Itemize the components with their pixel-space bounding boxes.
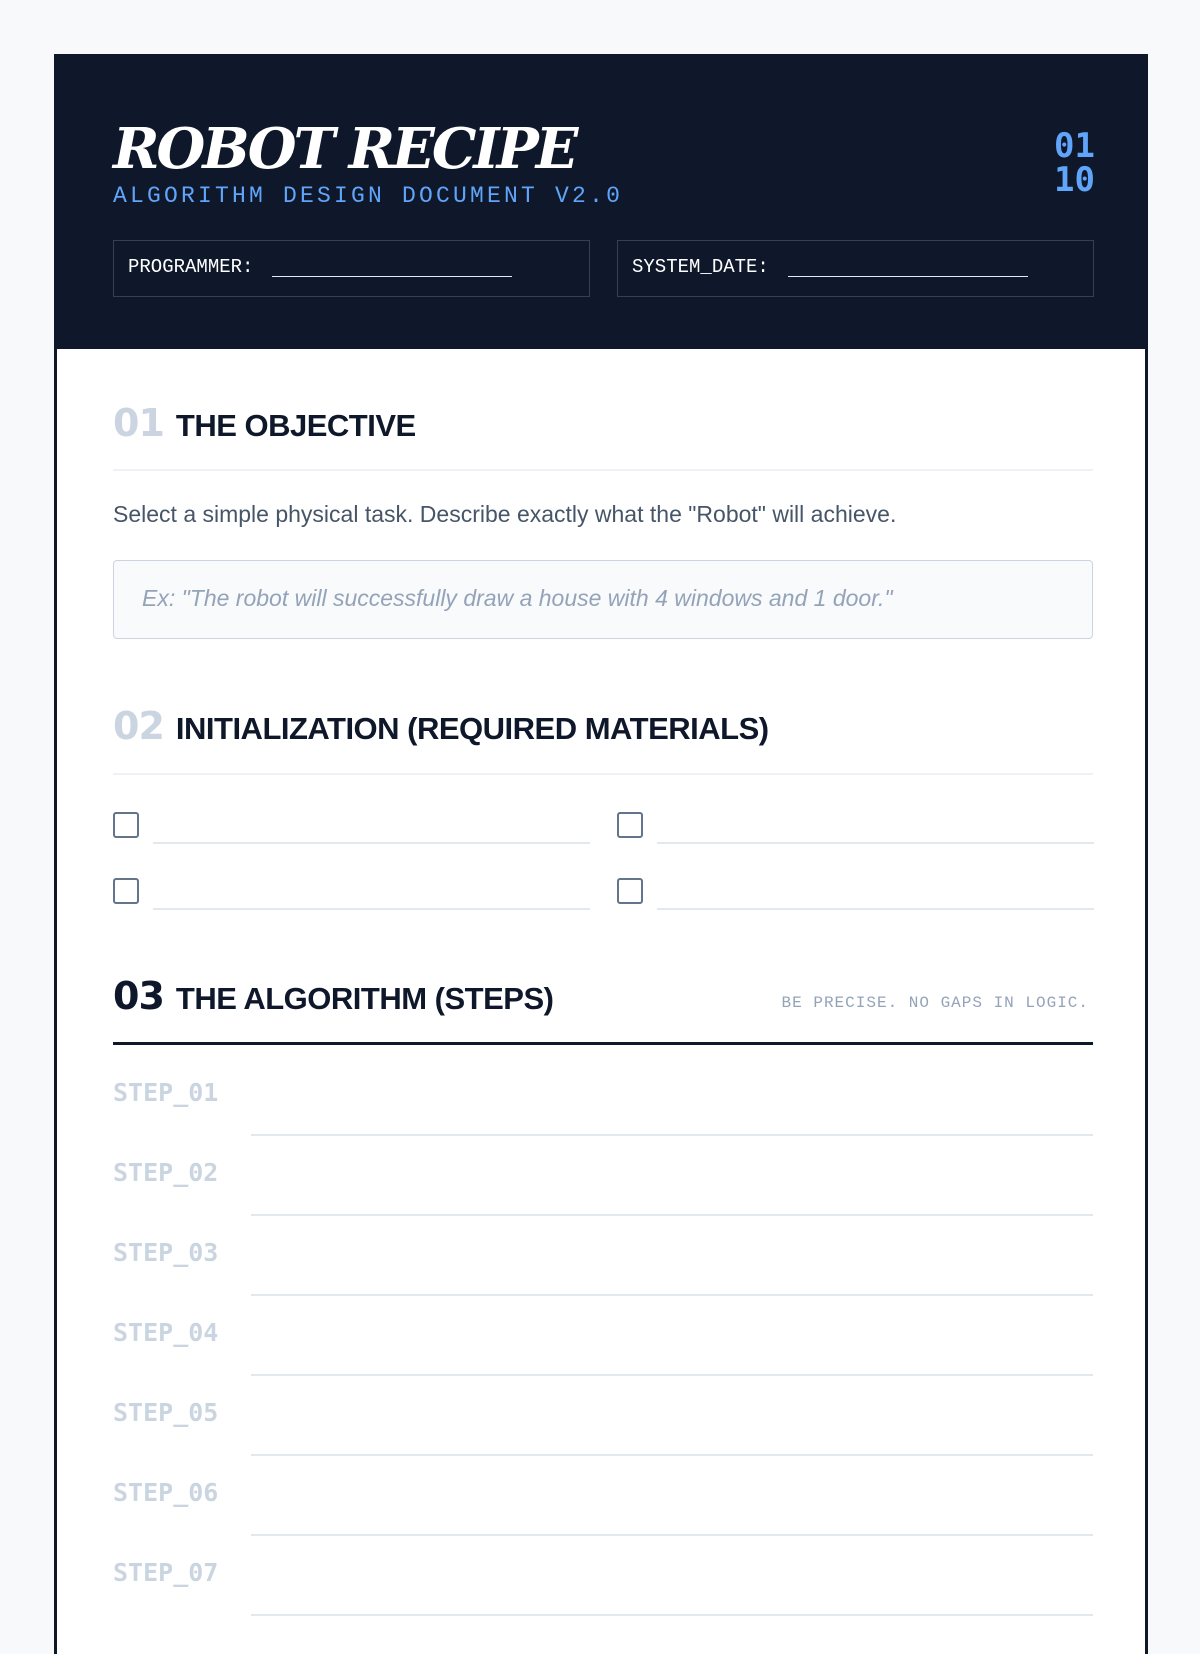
step-label: STEP_04 [113,1318,219,1347]
document-title: ROBOT RECIPE [113,116,576,182]
step-blank-line[interactable] [251,1294,1093,1296]
system-date-field[interactable] [617,240,1094,297]
step-row [113,1158,1093,1238]
material-blank-line[interactable] [153,842,590,844]
step-blank-line[interactable] [251,1214,1093,1216]
section-divider [113,469,1093,471]
programmer-field[interactable] [113,240,590,297]
step-blank-line[interactable] [251,1454,1093,1456]
section-number: 03 [113,974,164,1018]
step-row [113,1398,1093,1478]
section-objective-heading [113,401,1093,445]
material-blank-line[interactable] [153,908,590,910]
material-item [617,873,1107,913]
material-item [113,807,603,847]
section-divider [113,1042,1093,1045]
objective-input[interactable] [113,560,1093,639]
material-checkbox[interactable] [617,878,643,904]
document-subtitle: ALGORITHM DESIGN DOCUMENT V2.0 [113,183,624,209]
programmer-label: PROGRAMMER: [128,256,254,278]
step-label: STEP_03 [113,1238,219,1267]
step-row [113,1558,1093,1638]
step-blank-line[interactable] [251,1614,1093,1616]
precision-note: BE PRECISE. NO GAPS IN LOGIC. [781,994,1089,1012]
section-title: THE ALGORITHM (STEPS) [175,981,554,1016]
step-label: STEP_05 [113,1398,219,1427]
section-divider [113,773,1093,775]
material-item [617,807,1107,847]
step-blank-line[interactable] [251,1374,1093,1376]
binary-logo-line: 10 [1054,160,1095,200]
section-number: 02 [113,704,164,748]
worksheet [54,54,1148,1654]
step-label: STEP_02 [113,1158,219,1187]
step-label: STEP_01 [113,1078,219,1107]
objective-instruction: Select a simple physical task. Describe exactly what the "Robot" will achieve. [113,501,897,527]
step-row [113,1478,1093,1558]
section-title: INITIALIZATION (REQUIRED MATERIALS) [175,711,769,746]
material-blank-line[interactable] [657,842,1094,844]
system-date-label: SYSTEM_DATE: [632,256,769,278]
step-blank-line[interactable] [251,1134,1093,1136]
section-title: THE OBJECTIVE [175,408,416,443]
binary-logo [1025,126,1095,200]
material-checkbox[interactable] [617,812,643,838]
material-item [113,873,603,913]
step-blank-line[interactable] [251,1534,1093,1536]
section-number: 01 [113,401,164,445]
header-banner [57,57,1145,349]
material-blank-line[interactable] [657,908,1094,910]
material-checkbox[interactable] [113,878,139,904]
step-label: STEP_07 [113,1558,219,1587]
step-label: STEP_06 [113,1478,219,1507]
step-row [113,1318,1093,1398]
step-row [113,1078,1093,1158]
material-checkbox[interactable] [113,812,139,838]
objective-example-text: Ex: "The robot will successfully draw a house with 4 windows and 1 door." [142,585,893,611]
binary-logo-line: 01 [1054,126,1095,166]
system-date-blank-line [788,276,1028,277]
section-materials-heading [113,704,1093,748]
programmer-blank-line [272,276,512,277]
step-row [113,1238,1093,1318]
